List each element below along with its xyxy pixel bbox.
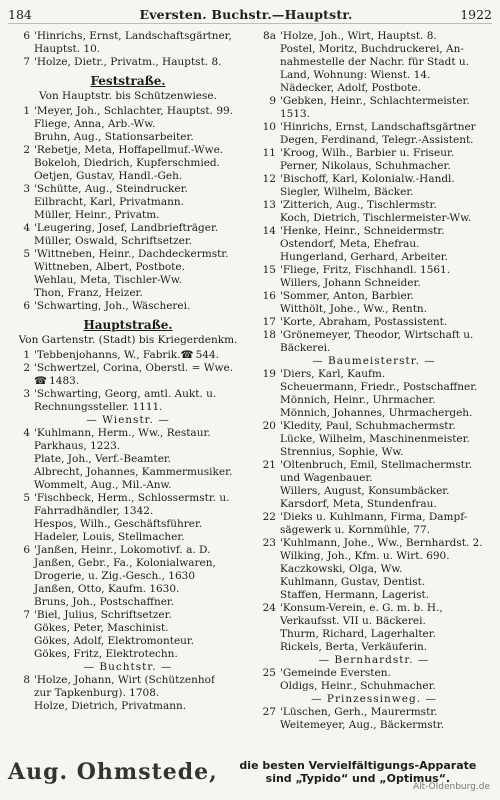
entry-continuation: Janßen, Gebr., Fa., Kolonialwaren, [34,557,216,569]
list-item [254,225,494,238]
entry-text: 'Gemeinde Eversten. [280,667,391,679]
entry-continuation: sägewerk u. Kornmühle, 77. [280,524,431,536]
entry-text: 'Schütte, Aug., Steindrucker. [34,183,188,195]
house-number: 10 [262,121,276,133]
entry-continuation: Müller, Oswald, Schriftsetzer. [34,235,193,247]
entry-continuation: Thurm, Richard, Lagerhalter. [280,628,436,640]
entry-continuation: Bäckerei. [280,342,331,354]
house-number: 13 [262,199,276,211]
house-number: 5 [23,492,30,504]
house-number: 23 [262,537,276,549]
list-item [8,609,248,622]
entry-continuation: Thon, Franz, Heizer. [34,287,143,299]
entry-continuation: Strennius, Sophie, Ww. [280,446,404,458]
list-item [254,602,494,615]
entry-continuation: Ostendorf, Meta, Ehefrau. [280,238,420,250]
entry-continuation: Bruns, Joh., Postschaffner. [34,596,175,608]
entry-continuation: Eilbracht, Karl, Privatmann. [34,196,185,208]
cross-street-divider: — Wienstr. — [86,414,170,426]
entry-text: 'Holze, Dietr., Privatm., Hauptst. 8. [34,56,222,68]
cross-street-divider: — Bernhardstr. — [318,654,430,666]
street-range: Von Hauptstr. bis Schützenwiese. [39,90,217,102]
list-item [8,388,248,401]
house-number: 22 [262,511,276,523]
page-title: Eversten. Buchstr.—Hauptstr. [139,6,353,22]
entry-text: 'Hinrichs, Ernst, Landschaftsgärtner [280,121,476,133]
ad-brand: Aug. Ohmstede, [8,759,218,785]
list-item [254,199,494,212]
street-heading: Feststraße. [90,74,166,88]
list-item [254,706,494,719]
entry-text: 'Janßen, Heinr., Lokomotivf. a. D. [34,544,211,556]
entry-continuation: Bokeloh, Diedrich, Kupferschmied. [34,157,220,169]
entry-text: 'Kuhlmann, Herm., Ww., Restaur. [34,427,211,439]
list-item [254,511,494,524]
directory-columns [8,30,494,748]
entry-line [34,375,79,388]
entry-text: 'Korte, Abraham, Postassistent. [280,316,448,328]
page-header [8,5,492,24]
left-column [8,30,248,748]
page-year: 1922 [460,6,492,22]
house-number: 6 [23,544,30,556]
entry-text: 'Sommer, Anton, Barbier. [280,290,414,302]
entry-text: 'Schwarting, Joh., Wäscherei. [34,300,191,312]
house-number: 8a [263,30,276,42]
entry-text: 'Schwertzel, Corina, Oberstl. = Wwe. [34,362,234,374]
list-item [254,667,494,680]
house-number: 14 [262,225,276,237]
entry-continuation: Hadeler, Louis, Stellmacher. [34,531,185,543]
list-item [254,537,494,550]
house-number: 20 [262,420,276,432]
house-number: 4 [23,222,30,234]
street-heading: Hauptstraße. [83,318,173,332]
house-number: 6 [23,300,30,312]
cross-street-divider: — Prinzessinweg. — [311,693,437,705]
entry-continuation: Perner, Nikolaus, Schuhmacher. [280,160,451,172]
entry-text: 'Rebetje, Meta, Hoffapellmuf.-Wwe. [34,144,224,156]
entry-continuation: Rickels, Berta, Verkäuferin. [280,641,428,653]
entry-continuation: Fliege, Anna, Arb.-Ww. [34,118,156,130]
entry-continuation: Oldigs, Heinr., Schuhmacher. [280,680,436,692]
entry-text: 'Leugering, Josef, Landbriefträger. [34,222,219,234]
entry-continuation: Kuhlmann, Gustav, Dentist. [280,576,426,588]
list-item [254,316,494,329]
entry-continuation: nahmestelle der Nachr. für Stadt u. [280,56,470,68]
page-number: 184 [8,6,32,22]
entry-continuation: Wommelt, Aug., Mil.-Anw. [34,479,172,491]
entry-continuation: Staffen, Hermann, Lagerist. [280,589,430,601]
house-number: 21 [262,459,276,471]
entry-text: 'Henke, Heinr., Schneidermstr. [280,225,445,237]
house-number: 1 [23,349,30,361]
entry-continuation: Wehlau, Meta, Tischler-Ww. [34,274,182,286]
house-number: 2 [23,144,30,156]
phone-number: 1483. [49,375,80,387]
house-number: 2 [23,362,30,374]
house-number: 7 [23,56,30,68]
list-item [8,544,248,557]
list-item [8,248,248,261]
house-number [8,375,34,388]
list-item [254,30,494,43]
house-number: 24 [262,602,276,614]
list-item [8,56,248,69]
entry-continuation: Müller, Heinr., Privatm. [34,209,160,221]
entry-continuation: Gökes, Adolf, Elektromonteur. [34,635,195,647]
entry-continuation: Janßen, Otto, Kaufm. 1630. [34,583,180,595]
entry-text: 'Gebken, Heinr., Schlachtermeister. [280,95,470,107]
house-number: 8 [23,674,30,686]
entry-continuation: Parkhaus, 1223. [34,440,121,452]
list-item [8,183,248,196]
entry-text: 'Tebbenjohanns, W., Fabrik. [34,349,181,361]
house-number: 7 [23,609,30,621]
entry-continuation: Koch, Dietrich, Tischlermeister-Ww. [280,212,472,224]
advertisement [8,752,492,792]
entry-continuation: Siegler, Wilhelm, Bäcker. [280,186,414,198]
list-item [254,173,494,186]
house-number: 5 [23,248,30,260]
entry-continuation: Drogerie, u. Zig.-Gesch., 1630 [34,570,196,582]
ad-line-2: sind „Typido“ und „Optimus“. [265,772,451,785]
entry-continuation: Mönnich, Johannes, Uhrmachergeh. [280,407,473,419]
entry-text: 'Grönemeyer, Theodor, Wirtschaft u. [280,329,474,341]
entry-line [34,349,219,362]
house-number: 15 [262,264,276,276]
entry-text: 'Schwarting, Georg, amtl. Aukt. u. [34,388,217,400]
list-item [254,459,494,472]
house-number: 3 [23,183,30,195]
list-item [254,147,494,160]
house-number: 17 [262,316,276,328]
entry-continuation: Holze, Dietrich, Privatmann. [34,700,187,712]
list-item [254,264,494,277]
list-item [8,362,248,375]
entry-continuation: Lücke, Wilhelm, Maschinenmeister. [280,433,470,445]
entry-text: 'Holze, Johann, Wirt (Schützenhof [34,674,215,686]
entry-continuation: Postel, Moritz, Buchdruckerei, An- [280,43,464,55]
list-item [254,329,494,342]
house-number: 6 [23,30,30,42]
house-number: 3 [23,388,30,400]
entry-text: 'Kuhlmann, Johe., Ww., Bernhardst. 2. [280,537,483,549]
entry-continuation: Mönnich, Heinr., Uhrmacher. [280,394,436,406]
entry-text: 'Oltenbruch, Emil, Stellmachermstr. [280,459,473,471]
house-number: 9 [269,95,276,107]
right-column [254,30,494,748]
list-item [8,30,248,43]
entry-continuation: Willers, Johann Schneider. [280,277,421,289]
list-item [254,420,494,433]
house-number: 4 [23,427,30,439]
house-number: 19 [262,368,276,380]
entry-text: 'Diers, Karl, Kaufm. [280,368,386,380]
list-item [8,222,248,235]
entry-continuation: Hungerland, Gerhard, Arbeiter. [280,251,449,263]
house-number: 18 [262,329,276,341]
telephone-icon: ☎ [180,349,194,361]
list-item [254,290,494,303]
list-item [8,375,248,388]
entry-text: 'Meyer, Joh., Schlachter, Hauptst. 99. [34,105,234,117]
entry-continuation: Oetjen, Gustav, Handl.-Geh. [34,170,183,182]
entry-continuation: Rechnungssteller. 1111. [34,401,163,413]
entry-continuation: Hauptst. 10. [34,43,101,55]
entry-continuation: und Wagenbauer. [280,472,373,484]
street-range: Von Gartenstr. (Stadt) bis Kriegerdenkm. [18,334,238,346]
entry-continuation: Verkaufsst. VII u. Bäckerei. [280,615,426,627]
entry-text: 'Konsum-Verein, e. G. m. b. H., [280,602,443,614]
entry-continuation: 1513. [280,108,311,120]
house-number: 16 [262,290,276,302]
entry-continuation: Hespos, Wilh., Geschäftsführer. [34,518,203,530]
entry-continuation: Kaczkowski, Olga, Ww. [280,563,403,575]
cross-street-divider: — Baumeisterstr. — [312,355,436,367]
house-number: 12 [262,173,276,185]
list-item [254,368,494,381]
entry-continuation: Scheuermann, Friedr., Postschaffner. [280,381,478,393]
entry-continuation: Nädecker, Adolf, Postbote. [280,82,421,94]
entry-continuation: Willers, August, Konsumbäcker. [280,485,450,497]
entry-text: 'Wittneben, Heinr., Dachdeckermstr. [34,248,229,260]
entry-continuation: Gökes, Fritz, Elektrotechn. [34,648,178,660]
entry-continuation: Plate, Joh., Verf.-Beamter. [34,453,172,465]
entry-continuation: Bruhn, Aug., Stationsarbeiter. [34,131,194,143]
cross-street-divider: — Buchtstr. — [83,661,173,673]
list-item [8,144,248,157]
list-item [254,95,494,108]
entry-continuation: Gökes, Peter, Maschinist. [34,622,169,634]
watermark: Alt-Oldenburg.de [412,782,490,792]
entry-text: 'Fliege, Fritz, Fischhandl. 1561. [280,264,451,276]
house-number: 11 [262,147,276,159]
entry-text: 'Bischoff, Karl, Kolonialw.-Handl. [280,173,455,185]
entry-continuation: Karsdorf, Meta, Stundenfrau. [280,498,437,510]
list-item [8,300,248,313]
list-item [8,105,248,118]
entry-text: 'Dieks u. Kuhlmann, Firma, Dampf- [280,511,468,523]
list-item [8,492,248,505]
entry-text: 'Lüschen, Gerh., Maurermstr. [280,706,438,718]
telephone-icon: ☎ [34,375,48,387]
list-item [8,427,248,440]
list-item [8,674,248,687]
entry-continuation: zur Tapkenburg). 1708. [34,687,160,699]
house-number: 27 [262,706,276,718]
entry-continuation: Wittneben, Albert, Postbote. [34,261,185,273]
list-item [8,349,248,362]
entry-continuation: Degen, Ferdinand, Telegr.-Assistent. [280,134,474,146]
entry-text: 'Biel, Julius, Schriftsetzer. [34,609,172,621]
list-item [254,121,494,134]
entry-continuation: Land, Wohnung: Wienst. 14. [280,69,431,81]
entry-continuation: Wilking, Joh., Kfm. u. Wirt. 690. [280,550,450,562]
entry-text: 'Fischbeck, Herm., Schlossermstr. u. [34,492,230,504]
entry-text: 'Hinrichs, Ernst, Landschaftsgärtner, [34,30,232,42]
entry-text: 'Zitterich, Aug., Tischlermstr. [280,199,437,211]
entry-continuation: Weitemeyer, Aug., Bäckermstr. [280,719,445,731]
house-number: 1 [23,105,30,117]
entry-text: 'Kroog, Wilh., Barbier u. Friseur. [280,147,455,159]
ad-line-1: die besten Vervielfältigungs-Apparate [239,759,477,772]
entry-text: 'Holze, Joh., Wirt, Hauptst. 8. [280,30,437,42]
entry-continuation: Fahrradhändler, 1342. [34,505,154,517]
entry-continuation: Albrecht, Johannes, Kammermusiker. [34,466,233,478]
entry-continuation: Witthölt, Johe., Ww., Rentn. [280,303,428,315]
phone-number: 544. [195,349,219,361]
entry-text: 'Kledity, Paul, Schuhmachermstr. [280,420,456,432]
house-number: 25 [262,667,276,679]
